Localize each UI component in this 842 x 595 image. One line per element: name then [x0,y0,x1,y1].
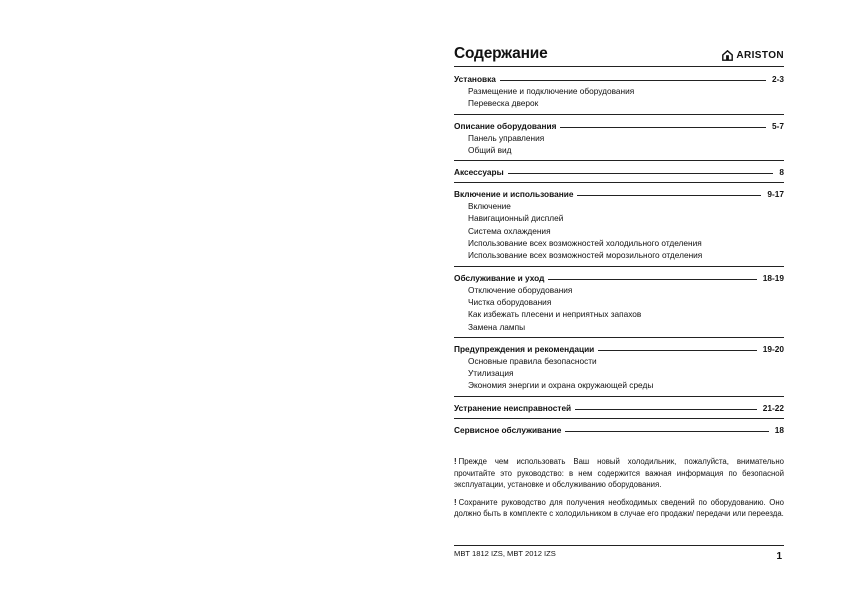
toc-subitem[interactable]: Навигационный дисплей [468,213,564,224]
leader-line [598,350,756,351]
toc-entry[interactable] [454,120,784,132]
toc-subitem[interactable]: Панель управления [468,132,545,143]
ariston-house-logo-icon [722,50,733,61]
toc-subitem[interactable]: Замена лампы [468,321,526,332]
toc-section-title: Сервисное обслуживание [454,424,562,435]
toc-subitems [454,200,784,261]
toc-subitem[interactable]: Размещение и подключение оборудования [468,86,635,96]
toc-page-range: 8 [779,167,784,178]
toc-page-range: 19-20 [762,343,784,354]
toc-page-range: 21-22 [762,402,784,413]
toc-page-range: 18 [774,424,784,435]
toc-subitems [454,85,784,110]
toc-subitem[interactable]: Использование всех возможностей морозильного отделения [468,250,703,261]
toc-entry[interactable] [454,73,784,85]
toc-section [454,396,784,418]
manual-page [454,40,784,580]
warning-note [454,456,784,491]
leader-line [577,195,761,196]
model-numbers: MBT 1812 IZS, MBT 2012 IZS [454,549,556,558]
brand-name: ARISTON [736,50,784,61]
page-title: Содержание [454,45,548,62]
toc-subitem[interactable]: Система охлаждения [468,225,551,236]
toc-entry[interactable] [454,402,784,414]
page-header [454,40,784,67]
toc-section [454,266,784,337]
toc-section [454,418,784,440]
toc-subitem[interactable]: Использование всех возможностей холодильного отделения [468,238,702,249]
toc-entry[interactable] [454,188,784,200]
leader-line [500,80,766,81]
toc-subitem[interactable]: Экономия энергии и охрана окружающей среды [468,380,654,391]
notes-block [454,456,784,526]
toc-entry[interactable] [454,343,784,355]
page-footer [454,545,784,562]
toc-entry[interactable] [454,166,784,178]
toc-section [454,182,784,265]
toc-entry[interactable] [454,424,784,436]
toc-subitems [454,355,784,392]
note-text: Сохраните руководство для получения необходимых сведений по оборудованию. Оно должно быть в комплекте с холодильником в случае его продажи/ передачи или переезда. [454,497,784,519]
warning-note [454,497,784,520]
toc-subitem[interactable]: Как избежать плесени и неприятных запахов [468,309,642,320]
toc-section-title: Предупреждения и рекомендации [454,343,595,354]
table-of-contents [454,73,784,440]
toc-subitem[interactable]: Основные правила безопасности [468,355,597,366]
toc-page-range: 5-7 [772,120,784,131]
leader-line [560,127,766,128]
toc-page-range: 2-3 [772,74,784,84]
toc-subitem[interactable]: Отключение оборудования [468,284,573,295]
leader-line [508,173,774,174]
toc-section-title: Обслуживание и уход [454,272,545,283]
exclamation-mark: ! [454,457,457,466]
toc-subitems [454,284,784,333]
leader-line [565,431,768,432]
exclamation-mark: ! [454,497,457,507]
toc-section [454,160,784,182]
toc-page-range: 9-17 [767,189,784,200]
toc-subitem[interactable]: Утилизация [468,368,514,379]
toc-entry[interactable] [454,272,784,284]
leader-line [575,409,757,410]
toc-section [454,114,784,161]
note-text: Прежде чем использовать Ваш новый холодильник, пожалуйста, внимательно прочитайте это руководство: в нем содержится важная информация по безопасной эксплуатации, установке и обслуживанию оборудования. [454,457,784,490]
toc-section-title: Аксессуары [454,167,504,178]
toc-subitem[interactable]: Перевеска дверок [468,98,539,109]
toc-subitem[interactable]: Чистка оборудования [468,296,552,307]
toc-section-title: Устранение неисправностей [454,402,572,413]
leader-line [548,279,756,280]
brand-logo [722,50,784,61]
toc-subitems [454,132,784,157]
toc-section-title: Установка [454,74,496,84]
toc-section [454,73,784,114]
toc-section [454,337,784,396]
toc-section-title: Описание оборудования [454,120,557,131]
toc-page-range: 18-19 [762,272,784,283]
page-number: 1 [776,551,782,562]
toc-section-title: Включение и использование [454,189,574,200]
toc-subitem[interactable]: Включение [468,201,511,212]
toc-subitem[interactable]: Общий вид [468,144,512,155]
